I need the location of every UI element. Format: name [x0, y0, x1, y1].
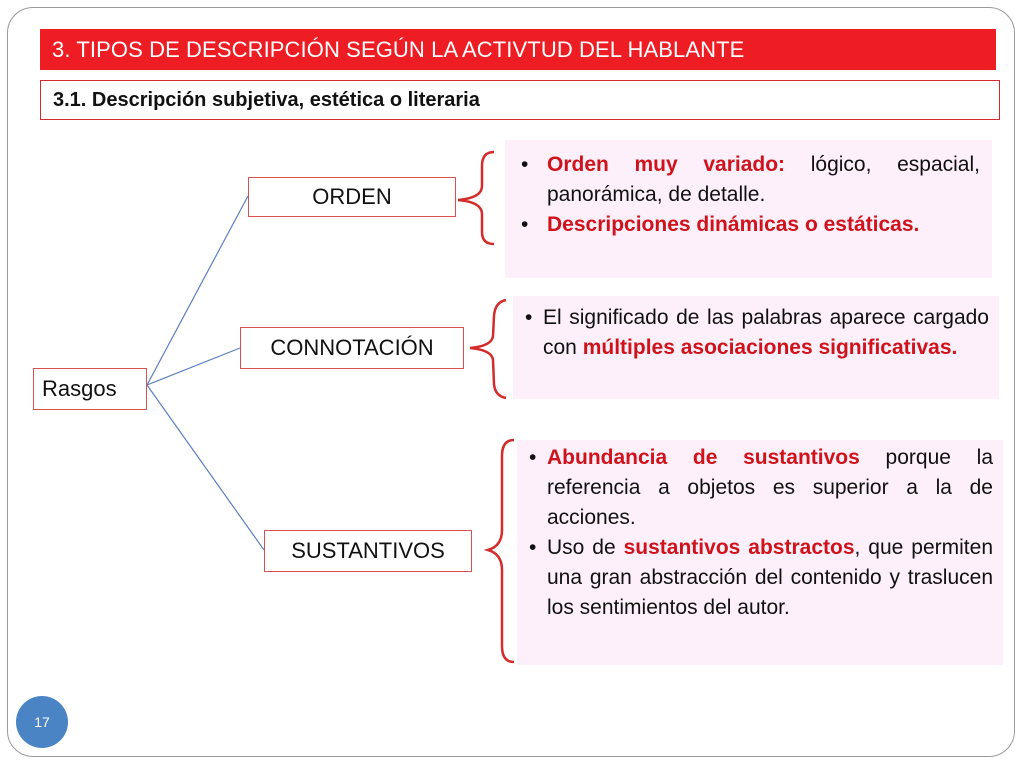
highlight-text: Abundancia de sustantivos — [547, 446, 860, 469]
connector-root-orden — [147, 196, 248, 385]
bullet-icon: • — [521, 153, 529, 176]
list-item — [525, 303, 989, 363]
bracket-orden — [458, 152, 494, 244]
highlight-text: sustantivos abstractos — [623, 536, 855, 559]
body-text: Uso de — [547, 536, 624, 559]
bullet-icon: • — [529, 446, 537, 469]
bracket-sustantivos — [488, 440, 514, 662]
slide-subtitle: 3.1. Descripción subjetiva, estética o literaria — [40, 80, 1000, 120]
body-text: porque la referencia a objetos es superior a la de acciones. — [547, 446, 993, 529]
page-number-badge: 17 — [16, 696, 68, 748]
list-item — [521, 150, 980, 210]
node-sustantivos: SUSTANTIVOS — [264, 530, 472, 572]
connector-root-sustantivos — [147, 385, 264, 550]
connector-root-connotacion — [147, 348, 240, 385]
node-connotacion: CONNOTACIÓN — [240, 327, 464, 369]
highlight-text: Descripciones dinámicas o estáticas. — [547, 213, 920, 236]
list-item — [521, 210, 980, 240]
bullet-icon: • — [529, 536, 537, 559]
list-item — [529, 443, 993, 533]
slide-title: 3. TIPOS DE DESCRIPCIÓN SEGÚN LA ACTIVTUD DEL HABLANTE — [40, 29, 996, 70]
node-orden: ORDEN — [248, 177, 456, 217]
list-item — [529, 533, 993, 623]
highlight-text: múltiples asociaciones significativas. — [582, 336, 958, 359]
panel-orden — [505, 140, 992, 278]
panel-sustantivos — [517, 440, 1003, 665]
panel-connotacion — [513, 296, 999, 399]
bullet-icon: • — [521, 213, 529, 236]
bullet-icon: • — [525, 306, 533, 329]
node-rasgos: Rasgos — [33, 368, 147, 410]
bracket-connotacion — [470, 300, 506, 398]
body-text: lógico, espacial, panorámica, de detalle. — [547, 153, 980, 206]
body-text: , que permiten una gran abstracción del contenido y traslucen los sentimientos del autor. — [547, 536, 993, 619]
highlight-text: Orden muy variado: — [547, 153, 786, 176]
body-text: El significado de las palabras aparece cargado con — [543, 306, 989, 359]
